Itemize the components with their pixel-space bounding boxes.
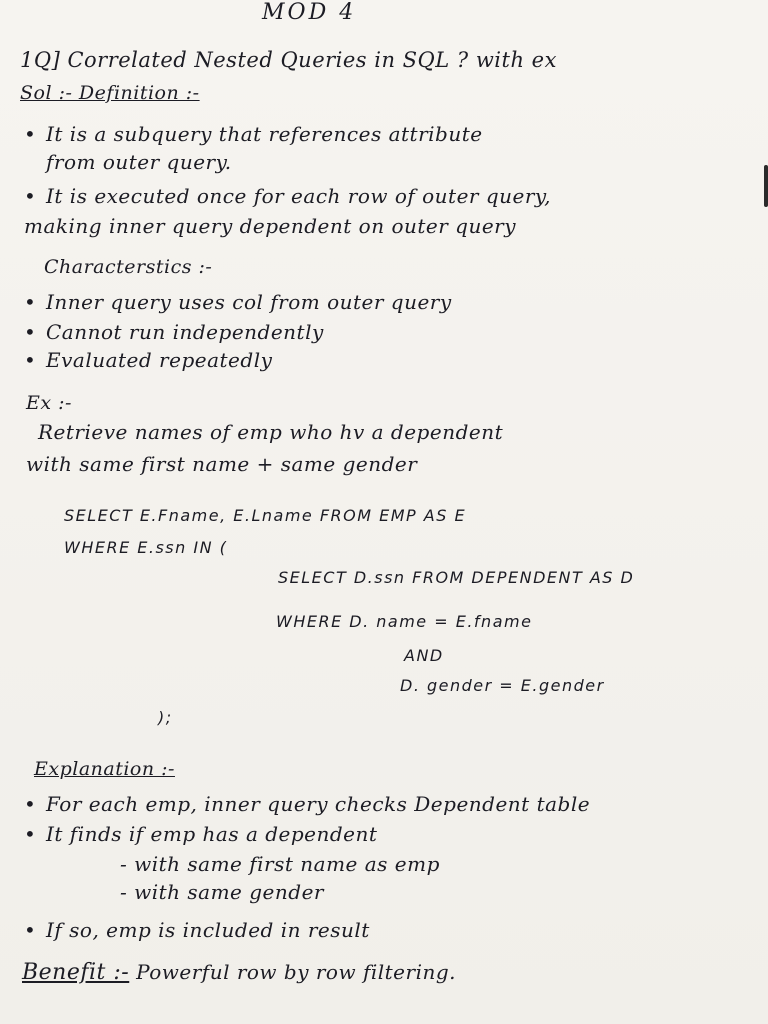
explanation-item: • For each emp, inner query checks Dependent table: [24, 792, 590, 816]
example-heading: Ex :-: [26, 392, 72, 414]
explanation-subitem: - with same first name as emp: [120, 852, 440, 876]
characteristic-item: • Cannot run independently: [24, 320, 324, 344]
characteristics-heading: Characterstics :-: [44, 256, 213, 278]
characteristic-item: • Inner query uses col from outer query: [24, 290, 452, 314]
page-edge-mark: [764, 165, 768, 207]
benefit-line: [22, 960, 456, 985]
explanation-item: • It finds if emp has a dependent: [24, 822, 377, 846]
page-title: MOD 4: [262, 0, 357, 25]
definition-line: • It is a subquery that references attribute: [24, 122, 483, 146]
sql-line: SELECT E.Fname, E.Lname FROM EMP AS E: [64, 506, 467, 525]
explanation-heading: Explanation :-: [34, 758, 175, 780]
sql-line: );: [158, 708, 173, 727]
sql-line: D. gender = E.gender: [400, 676, 605, 695]
definition-line: from outer query.: [46, 150, 232, 174]
sql-line: AND: [404, 646, 444, 665]
benefit-text: Powerful row by row filtering.: [136, 960, 457, 984]
explanation-subitem: - with same gender: [120, 880, 324, 904]
example-line: with same first name + same gender: [26, 452, 418, 476]
definition-line: making inner query dependent on outer query: [24, 214, 517, 238]
example-line: Retrieve names of emp who hv a dependent: [38, 420, 504, 444]
definition-line: • It is executed once for each row of outer query,: [24, 184, 551, 208]
sql-line: WHERE E.ssn IN (: [64, 538, 228, 557]
sql-line: SELECT D.ssn FROM DEPENDENT AS D: [278, 568, 635, 587]
question-heading: 1Q] Correlated Nested Queries in SQL ? with ex: [20, 48, 557, 72]
characteristic-item: • Evaluated repeatedly: [24, 348, 272, 372]
sql-line: WHERE D. name = E.fname: [276, 612, 533, 631]
solution-heading: Sol :- Definition :-: [20, 82, 200, 104]
explanation-item: • If so, emp is included in result: [24, 918, 370, 942]
benefit-label: Benefit :-: [22, 960, 130, 985]
